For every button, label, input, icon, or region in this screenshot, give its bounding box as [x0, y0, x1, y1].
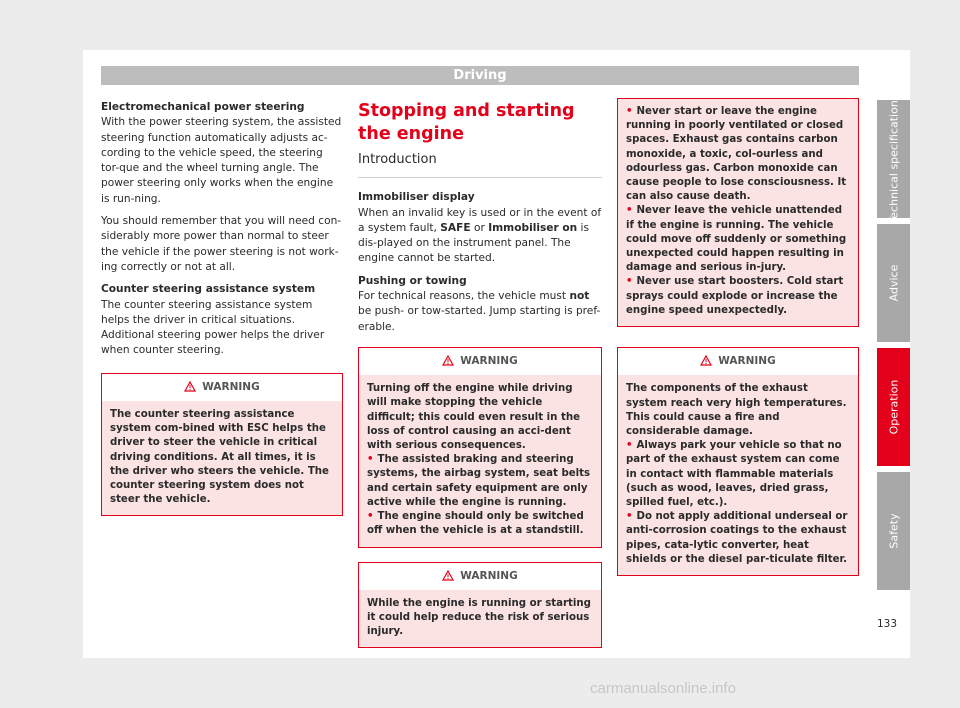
- section-subtitle: Introduction: [358, 152, 602, 178]
- paragraph-immobiliser: When an invalid key is used or in the event of a system fault, SAFE or Immobiliser on is dis-played on the instrument panel. The engine cannot be started.: [358, 206, 602, 265]
- warning-triangle-icon: [184, 381, 196, 392]
- heading-immobiliser: Immobiliser display: [358, 191, 475, 204]
- warning-body: [618, 375, 858, 575]
- warning-label: WARNING: [460, 354, 518, 367]
- warning-text: The components of the exhaust system reach very high temperatures. This could cause a fire and considerable damage.: [626, 383, 847, 437]
- chapter-header: Driving: [101, 66, 859, 85]
- warning-bullet: • Never use start boosters. Cold start sprays could explode or increase the engine speed unexpectedly.: [626, 276, 844, 316]
- warning-header: [618, 348, 858, 375]
- warning-box: [617, 347, 859, 576]
- column-right: [617, 98, 859, 576]
- warning-header: [359, 563, 601, 590]
- heading-pushing-towing: Pushing or towing: [358, 274, 467, 287]
- warning-text: The counter steering assistance system com-bined with ESC helps the driver to steer the vehicle in critical driving conditions. At all times, it is the driver who steers the vehicle. The counter steering system does not steer the vehicle.: [110, 409, 329, 506]
- tab-operation[interactable]: Operation: [877, 348, 910, 466]
- warning-bullet: • Never leave the vehicle unattended if the engine is running. The vehicle could move off suddenly or something unexpected could happen resulting in damage and serious in-jury.: [626, 205, 847, 274]
- tab-advice[interactable]: Advice: [877, 224, 910, 342]
- warning-header: [102, 374, 342, 401]
- paragraph-pushing: For technical reasons, the vehicle must not be push- or tow-started. Jump starting is pref-erable.: [358, 290, 601, 333]
- warning-box: [358, 562, 602, 649]
- warning-box: [358, 347, 602, 548]
- warning-box: [101, 373, 343, 517]
- warning-bullet: • The engine should only be switched off when the vehicle is at a standstill.: [367, 511, 584, 537]
- warning-continuation: [617, 98, 859, 327]
- warning-triangle-icon: [700, 355, 712, 366]
- tab-technical-specifications[interactable]: Technical specifications: [877, 100, 910, 218]
- paragraph: With the power steering system, the assisted steering function automatically adjusts ac-cording to the vehicle speed, the steering tor-que and the wheel turning angle. The power steering only works when the engine is run-ning.: [101, 116, 342, 205]
- warning-header: [359, 348, 601, 375]
- warning-triangle-icon: [442, 570, 454, 581]
- warning-triangle-icon: [442, 355, 454, 366]
- warning-label: WARNING: [718, 355, 776, 368]
- warning-text: While the engine is running or starting it could help reduce the risk of serious injury.: [367, 597, 591, 638]
- paragraph: You should remember that you will need con-siderably more power than normal to steer the vehicle if the power steering is not work-ing correctly or not at all.: [101, 215, 342, 273]
- page-number: 133: [877, 618, 898, 630]
- warning-bullet: • Never start or leave the engine running in poorly ventilated or closed spaces. Exhaust gas contains carbon monoxide, a toxic, col-ourless and odourless gas. Carbon monoxide can cause people to lose consciousness. It can also cause death.: [626, 106, 847, 203]
- heading-power-steering: Electromechanical power steering: [101, 101, 305, 113]
- warning-label: WARNING: [460, 569, 518, 582]
- watermark: carmanualsonline.info: [590, 680, 736, 697]
- chapter-tabs: [877, 94, 910, 596]
- section-title: Stopping and starting the engine: [358, 101, 575, 144]
- safe-indicator: SAFE: [440, 221, 471, 234]
- warning-body: [618, 99, 858, 326]
- heading-counter-steering: Counter steering assistance system: [101, 283, 316, 296]
- warning-bullet: • The assisted braking and steering systems, the airbag system, seat belts and certain safety equipment are only active while the engine is running.: [367, 454, 591, 508]
- warning-text: Turning off the engine while driving will make stopping the vehicle difficult; this could even result in the loss of control causing an acci-dent with serious consequences.: [367, 383, 581, 452]
- paragraph: The counter steering assistance system helps the driver in critical situations. Additional steering power helps the driver when counter steering.: [101, 298, 325, 357]
- warning-bullet: • Always park your vehicle so that no part of the exhaust system can come in contact with flammable materials (such as wood, leaves, dried grass, spilled fuel, etc.).: [626, 440, 842, 508]
- warning-body: [359, 375, 601, 546]
- warning-label: WARNING: [202, 380, 260, 393]
- column-middle: [358, 100, 602, 648]
- column-left: [101, 100, 343, 516]
- tab-safety[interactable]: Safety: [877, 472, 910, 590]
- warning-bullet: • Do not apply additional underseal or anti-corrosion coatings to the exhaust pipes, cata-lytic converter, heat shields or the diesel par-ticulate filter.: [626, 511, 848, 565]
